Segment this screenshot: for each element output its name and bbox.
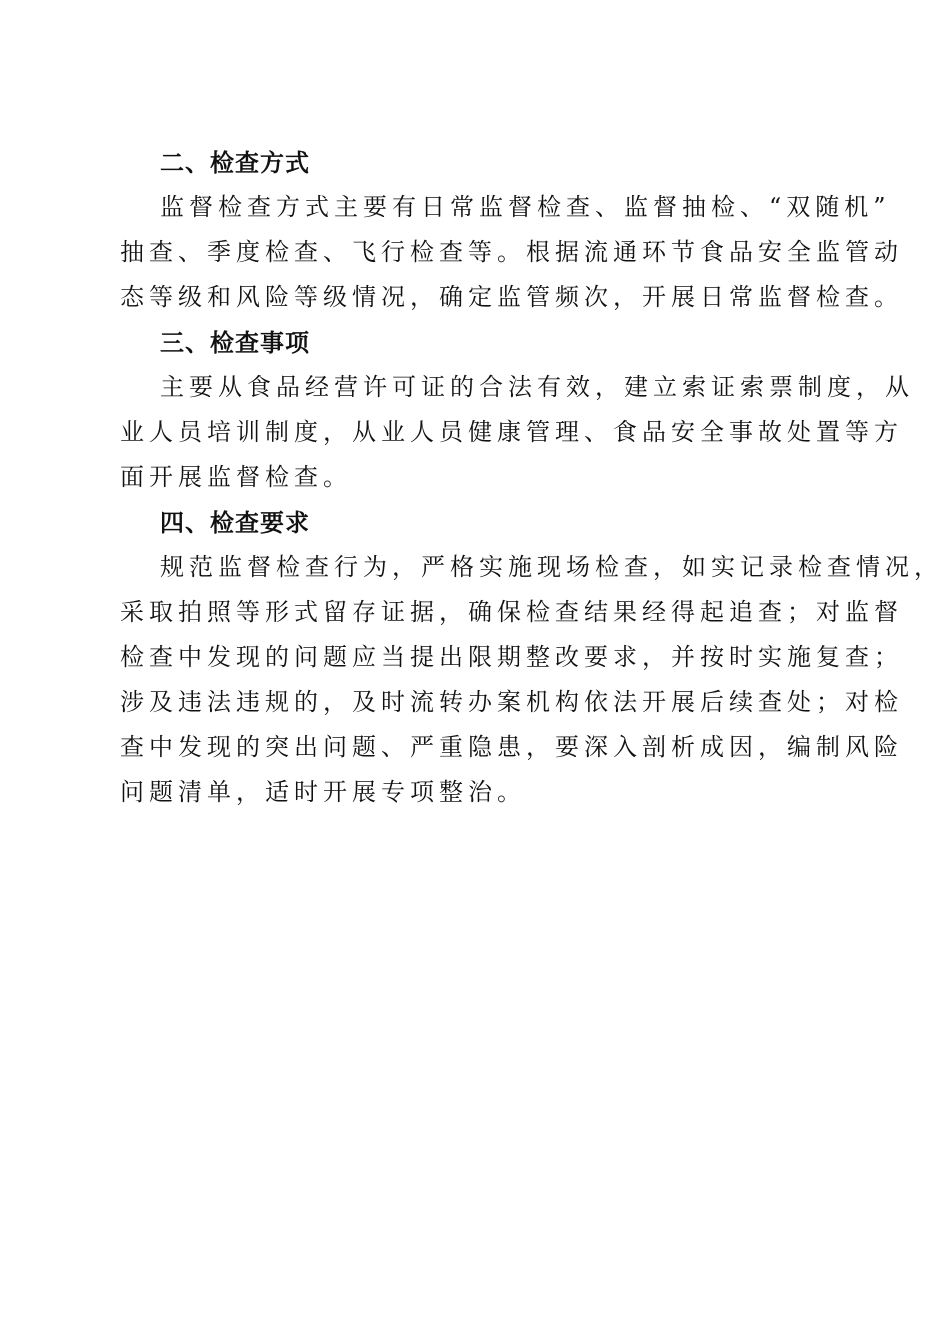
section-heading: 三、检查事项 — [160, 328, 310, 357]
paragraph-line: 面开展监督检查。 — [120, 463, 352, 491]
paragraph-line: 查中发现的突出问题、严重隐患，要深入剖析成因，编制风险 — [120, 733, 903, 761]
paragraph-line: 主要从食品经营许可证的合法有效，建立索证索票制度，从 — [160, 373, 914, 401]
paragraph-line: 态等级和风险等级情况，确定监管频次，开展日常监督检查。 — [120, 283, 903, 311]
paragraph-line: 规范监督检查行为，严格实施现场检查，如实记录检查情况， — [160, 553, 943, 581]
document-body — [120, 140, 943, 815]
section-inspection-items — [120, 320, 914, 500]
paragraph-line: 涉及违法违规的，及时流转办案机构依法开展后续查处；对检 — [120, 688, 903, 716]
paragraph-line: 检查中发现的问题应当提出限期整改要求，并按时实施复查； — [120, 643, 903, 671]
paragraph-line: 业人员培训制度，从业人员健康管理、食品安全事故处置等方 — [120, 418, 903, 446]
section-paragraph — [120, 545, 943, 815]
section-inspection-requirements — [120, 500, 943, 815]
paragraph-line: 监督检查方式主要有日常监督检查、监督抽检、“双随机” — [160, 193, 891, 221]
section-heading: 四、检查要求 — [160, 508, 310, 537]
section-paragraph — [120, 185, 903, 320]
paragraph-line: 采取拍照等形式留存证据，确保检查结果经得起追查；对监督 — [120, 598, 903, 626]
paragraph-line: 抽查、季度检查、飞行检查等。根据流通环节食品安全监管动 — [120, 238, 903, 266]
section-heading: 二、检查方式 — [160, 148, 310, 177]
section-paragraph — [120, 365, 914, 500]
paragraph-line: 问题清单，适时开展专项整治。 — [120, 778, 526, 806]
section-inspection-methods — [120, 140, 903, 320]
